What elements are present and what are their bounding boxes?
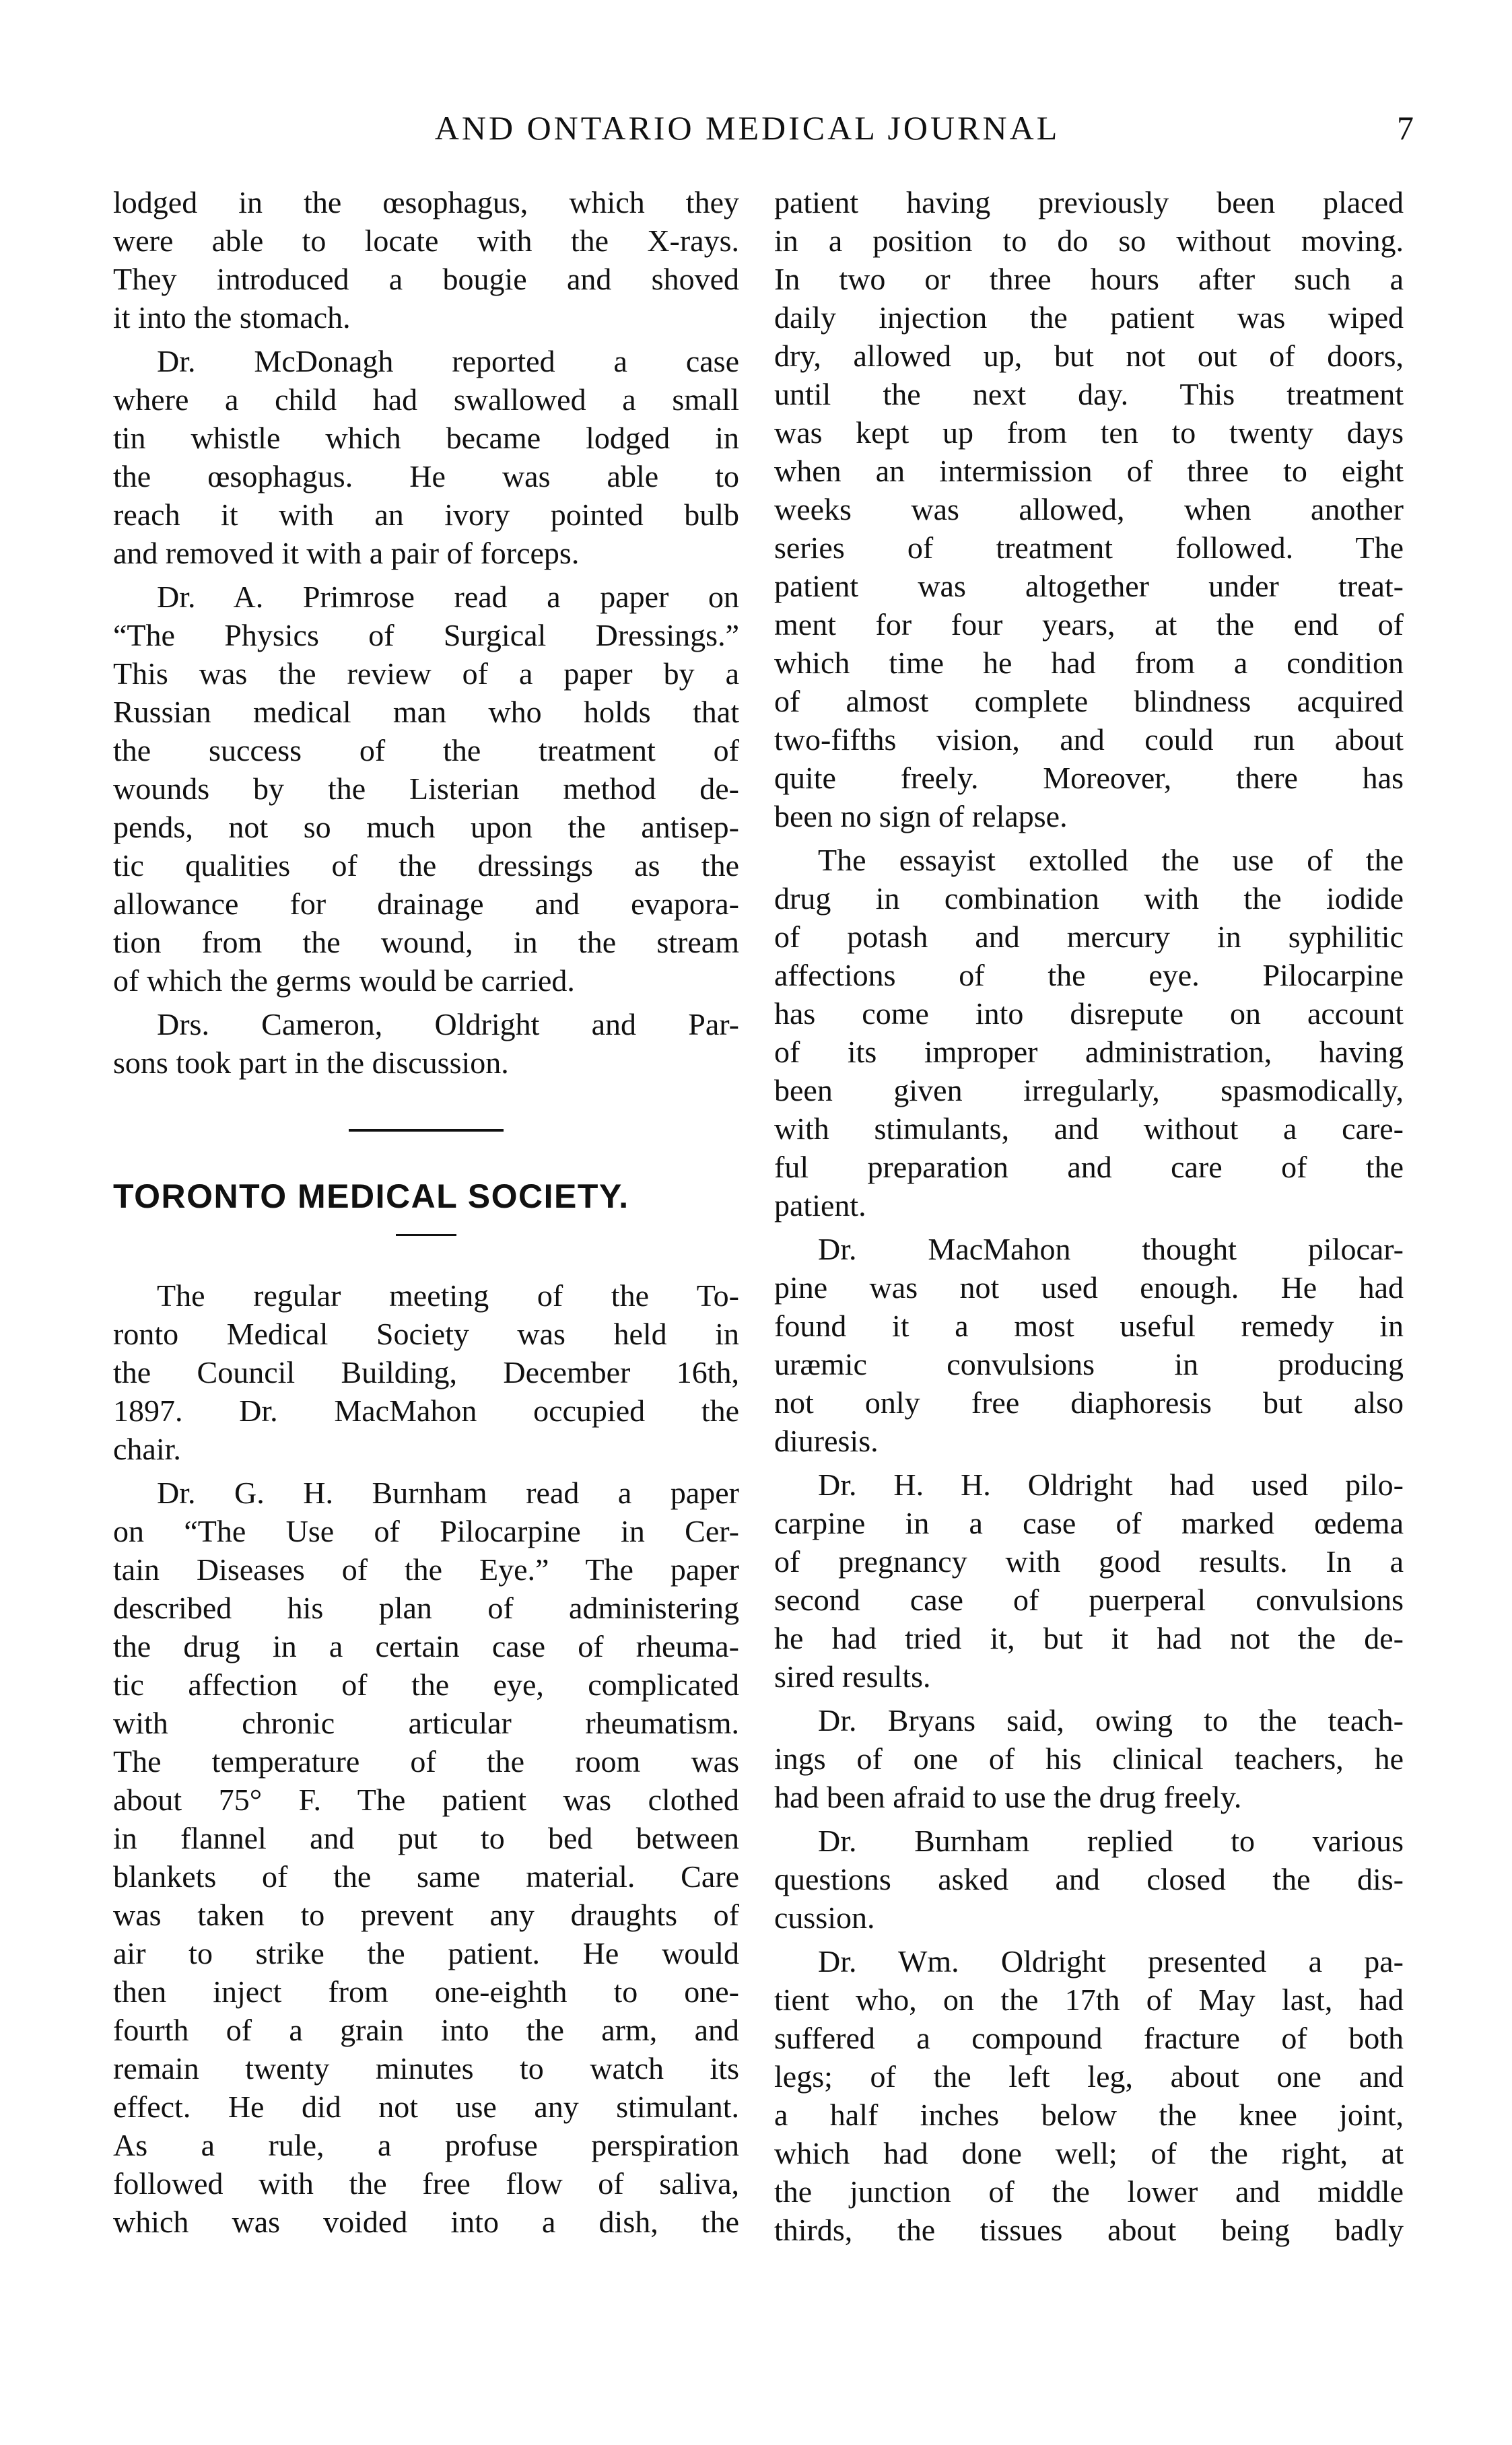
paragraph <box>774 1942 1404 2249</box>
text-line: patient was altogether under treat- <box>774 569 1404 603</box>
text-line: the drug in a certain case of rheuma- <box>113 1629 739 1663</box>
text-line: pends, not so much upon the antisep- <box>113 810 739 844</box>
text-line: weeks was allowed, when another <box>774 492 1404 526</box>
text-line: with chronic articular rheumatism. <box>113 1706 739 1740</box>
text-line: The essayist extolled the use of the <box>818 843 1404 877</box>
section-divider-rule <box>349 1129 504 1132</box>
page-number: 7 <box>1397 109 1414 147</box>
text-line: of which the germs would be carried. <box>113 963 575 998</box>
paragraph <box>774 841 1404 1225</box>
text-line: ings of one of his clinical teachers, he <box>774 1742 1404 1776</box>
text-line: Dr. G. H. Burnham read a paper <box>157 1476 739 1510</box>
text-line: the junction of the lower and middle <box>774 2174 1404 2209</box>
text-line: patient. <box>774 1188 866 1222</box>
text-line: has come into disrepute on account <box>774 996 1404 1031</box>
text-line: The regular meeting of the To- <box>157 1278 739 1313</box>
paragraph <box>113 578 739 1000</box>
text-line: Russian medical man who holds that <box>113 695 739 729</box>
paragraph <box>774 1466 1404 1696</box>
text-line: diuresis. <box>774 1424 879 1458</box>
text-line: drug in combination with the iodide <box>774 881 1404 916</box>
text-line: of pregnancy with good results. In a <box>774 1544 1404 1579</box>
text-line: Dr. Burnham replied to various <box>818 1824 1404 1858</box>
text-line: In two or three hours after such a <box>774 262 1404 296</box>
text-line: thirds, the tissues about being badly <box>774 2213 1404 2247</box>
text-line: when an intermission of three to eight <box>774 454 1404 488</box>
text-line: about 75° F. The patient was clothed <box>113 1783 739 1817</box>
text-line: questions asked and closed the dis- <box>774 1862 1404 1896</box>
text-line: allowance for drainage and evapora- <box>113 887 739 921</box>
left-column <box>113 183 739 2246</box>
text-line: Dr. Wm. Oldright presented a pa- <box>818 1944 1404 1978</box>
text-line: They introduced a bougie and shoved <box>113 262 739 296</box>
text-line: effect. He did not use any stimulant. <box>113 2090 739 2124</box>
text-line: chair. <box>113 1432 181 1466</box>
text-line: was kept up from ten to twenty days <box>774 415 1404 450</box>
text-line: had been afraid to use the drug freely. <box>774 1780 1242 1814</box>
heading-underline-rule <box>396 1234 456 1236</box>
paragraph <box>774 1230 1404 1460</box>
text-line: lodged in the œsophagus, which they <box>113 185 739 219</box>
text-line: suffered a compound fracture of both <box>774 2021 1404 2055</box>
text-line: he had tried it, but it had not the de- <box>774 1621 1404 1655</box>
text-line: dry, allowed up, but not out of doors, <box>774 339 1404 373</box>
text-line: ronto Medical Society was held in <box>113 1317 739 1351</box>
text-line: quite freely. Moreover, there has <box>774 761 1404 795</box>
text-line: affections of the eye. Pilocarpine <box>774 958 1404 992</box>
section-heading: TORONTO MEDICAL SOCIETY. <box>113 1177 629 1215</box>
text-line: in a position to do so without moving. <box>774 223 1404 258</box>
text-line: which had done well; of the right, at <box>774 2136 1404 2170</box>
text-line: the Council Building, December 16th, <box>113 1355 739 1389</box>
text-line: series of treatment followed. The <box>774 530 1404 565</box>
text-line: tient who, on the 17th of May last, had <box>774 1983 1404 2017</box>
text-line: The temperature of the room was <box>113 1744 739 1779</box>
paragraph <box>113 1005 739 1082</box>
text-line: then inject from one-eighth to one- <box>113 1974 739 2009</box>
text-line: Drs. Cameron, Oldright and Par- <box>157 1007 739 1041</box>
text-line: legs; of the left leg, about one and <box>774 2059 1404 2094</box>
text-line: with stimulants, and without a care- <box>774 1111 1404 1146</box>
paragraph <box>774 1822 1404 1937</box>
text-line: Dr. H. H. Oldright had used pilo- <box>818 1468 1404 1502</box>
text-line: tin whistle which became lodged in <box>113 421 739 455</box>
text-line: ful preparation and care of the <box>774 1150 1404 1184</box>
paragraph <box>113 1474 739 2241</box>
text-line: where a child had swallowed a small <box>113 382 739 417</box>
text-line: 1897. Dr. MacMahon occupied the <box>113 1393 739 1428</box>
text-line: “The Physics of Surgical Dressings.” <box>113 618 739 652</box>
paragraph <box>774 183 1404 835</box>
text-line: on “The Use of Pilocarpine in Cer- <box>113 1514 739 1548</box>
right-column <box>774 183 1404 2254</box>
text-line: patient having previously been placed <box>774 185 1404 219</box>
text-line: of almost complete blindness acquired <box>774 684 1404 718</box>
text-line: the success of the treatment of <box>113 733 739 767</box>
text-line: wounds by the Listerian method de- <box>113 771 739 806</box>
text-line: blankets of the same material. Care <box>113 1859 739 1894</box>
text-line: air to strike the patient. He would <box>113 1936 739 1970</box>
text-line: was taken to prevent any draughts of <box>113 1898 739 1932</box>
text-line: were able to locate with the X-rays. <box>113 223 739 258</box>
text-line: of its improper administration, having <box>774 1035 1404 1069</box>
text-line: found it a most useful remedy in <box>774 1309 1404 1343</box>
text-line: tain Diseases of the Eye.” The paper <box>113 1552 739 1587</box>
running-head: AND ONTARIO MEDICAL JOURNAL <box>434 109 1060 147</box>
text-line: not only free diaphoresis but also <box>774 1385 1404 1420</box>
text-line: tic qualities of the dressings as the <box>113 848 739 883</box>
text-line: uræmic convulsions in producing <box>774 1347 1404 1381</box>
text-line: This was the review of a paper by a <box>113 656 739 691</box>
text-line: described his plan of administering <box>113 1591 739 1625</box>
text-line: remain twenty minutes to watch its <box>113 2051 739 2086</box>
paragraph <box>113 1276 739 1468</box>
text-line: sons took part in the discussion. <box>113 1045 509 1080</box>
left-column-paragraphs <box>113 183 739 1082</box>
text-line: in flannel and put to bed between <box>113 1821 739 1855</box>
text-line: a half inches below the knee joint, <box>774 2098 1404 2132</box>
text-line: followed with the free flow of saliva, <box>113 2166 739 2201</box>
paragraph <box>113 342 739 572</box>
paragraph <box>113 183 739 337</box>
text-line: sired results. <box>774 1659 931 1694</box>
text-line: As a rule, a profuse perspiration <box>113 2128 739 2162</box>
text-line: carpine in a case of marked œdema <box>774 1506 1404 1540</box>
text-line: tic affection of the eye, complicated <box>113 1667 739 1702</box>
text-line: second case of puerperal convulsions <box>774 1583 1404 1617</box>
text-line: pine was not used enough. He had <box>774 1270 1404 1305</box>
text-line: which time he had from a condition <box>774 646 1404 680</box>
text-line: Dr. A. Primrose read a paper on <box>157 580 739 614</box>
text-line: daily injection the patient was wiped <box>774 300 1404 335</box>
text-line: been no sign of relapse. <box>774 799 1068 833</box>
text-line: which was voided into a dish, the <box>113 2205 739 2239</box>
section-paragraphs <box>113 1276 739 2241</box>
text-line: tion from the wound, in the stream <box>113 925 739 959</box>
text-line: until the next day. This treatment <box>774 377 1404 411</box>
text-line: the œsophagus. He was able to <box>113 459 739 493</box>
text-line: and removed it with a pair of forceps. <box>113 536 580 570</box>
text-line: ment for four years, at the end of <box>774 607 1404 642</box>
paragraph <box>774 1701 1404 1816</box>
text-line: been given irregularly, spasmodically, <box>774 1073 1404 1107</box>
text-line: reach it with an ivory pointed bulb <box>113 497 739 532</box>
text-line: fourth of a grain into the arm, and <box>113 2013 739 2047</box>
text-line: cussion. <box>774 1900 875 1935</box>
text-line: Dr. MacMahon thought pilocar- <box>818 1232 1404 1266</box>
text-line: Dr. Bryans said, owing to the teach- <box>818 1703 1404 1737</box>
text-line: Dr. McDonagh reported a case <box>157 344 739 378</box>
text-line: two-fifths vision, and could run about <box>774 722 1404 757</box>
right-column-paragraphs <box>774 183 1404 2249</box>
text-line: it into the stomach. <box>113 300 351 335</box>
text-line: of potash and mercury in syphilitic <box>774 920 1404 954</box>
